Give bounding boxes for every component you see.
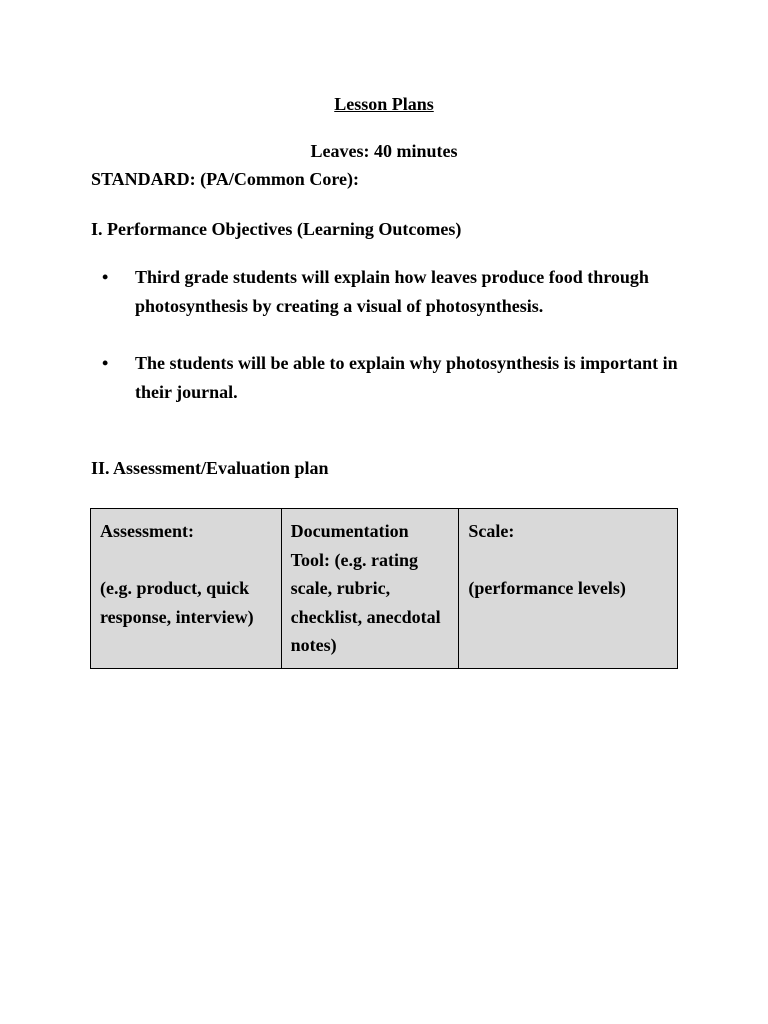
bullet-icon: • <box>102 267 109 287</box>
assessment-detail: (e.g. product, quick response, interview) <box>100 578 254 627</box>
table-row <box>91 509 678 669</box>
scale-detail: (performance levels) <box>468 578 626 598</box>
section-heading-assessment-plan: II. Assessment/Evaluation plan <box>91 458 329 478</box>
scale-heading: Scale: <box>468 521 515 541</box>
document-title: Lesson Plans <box>334 94 434 114</box>
standard-line: STANDARD: (PA/Common Core): <box>91 169 359 189</box>
table-cell-documentation-tool <box>281 509 459 669</box>
table-cell-assessment <box>91 509 282 669</box>
objective-text: Third grade students will explain how leaves produce food through photosynthesis by creating a visual of photosynthesis. <box>135 267 649 316</box>
bullet-icon: • <box>102 353 109 373</box>
table-cell-scale <box>459 509 678 669</box>
assessment-table <box>90 508 678 669</box>
objective-text: The students will be able to explain why photosynthesis is important in their journal. <box>135 353 678 402</box>
lesson-subtitle: Leaves: 40 minutes <box>310 141 458 161</box>
documentation-tool-text: Documentation Tool: (e.g. rating scale, rubric, checklist, anecdotal notes) <box>290 521 441 655</box>
section-heading-performance-objectives: I. Performance Objectives (Learning Outcomes) <box>91 219 462 239</box>
assessment-heading: Assessment: <box>100 521 194 541</box>
